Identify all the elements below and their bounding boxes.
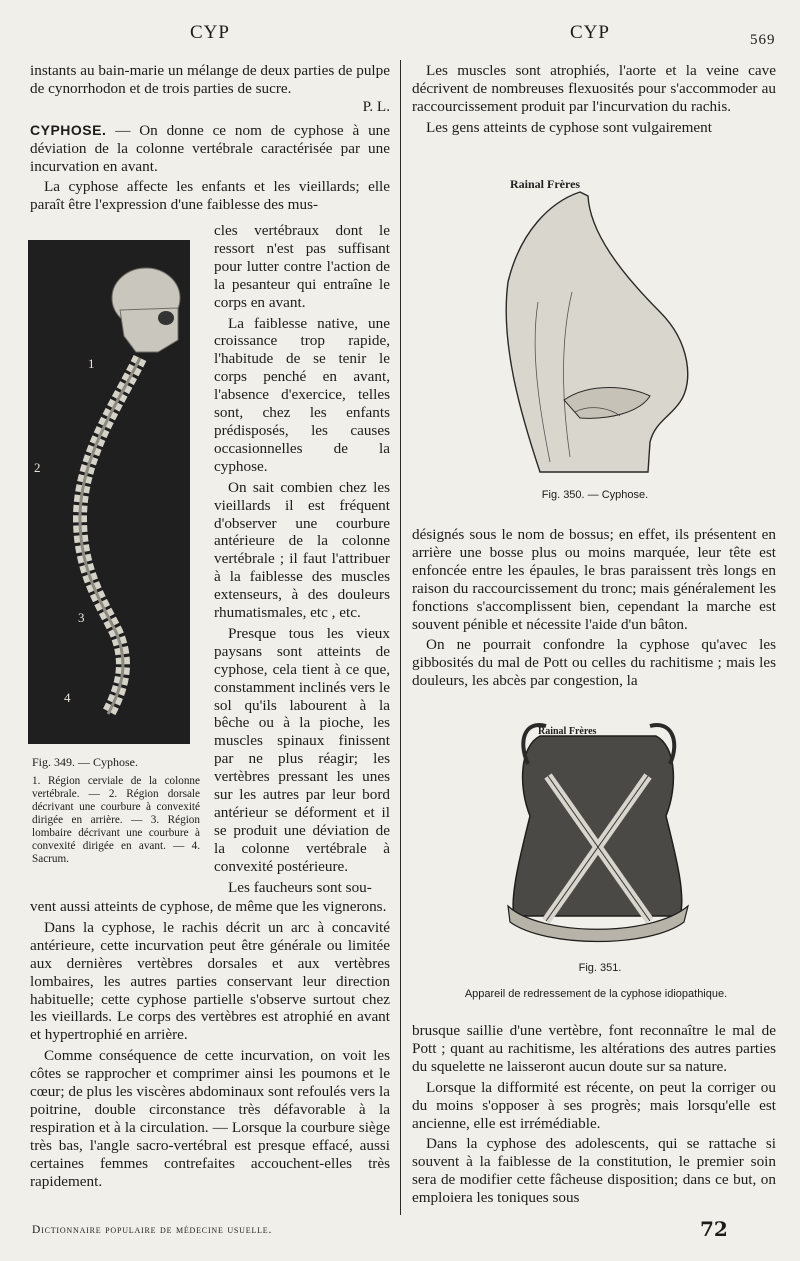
paragraph-narrow-5: Les faucheurs sont sou- [228,878,372,896]
skeleton-illustration [28,240,190,744]
paragraph-bossus: désignés sous le nom de bossus; en effet, ils présentent en arrière une bosse plus ou moins marquée, leur tête est enfoncée entre les épaules, le bras paraissent très longs en raison du raccourcissement du tronc; mais généralement les fonctions s'accomplissent bien, cependant la marche est souvent pénible et nécessite l'aide d'un bâton. [412,526,776,633]
figure-349-image [28,240,190,744]
footer-title: Dictionnaire populaire de médecine usuelle. [32,1224,273,1236]
left-column-narrow [214,222,390,900]
left-column-bottom [30,898,390,1194]
paragraph-narrow-3: On sait combien chez les vieillards il est fréquent d'observer une courbure antérieure de la colonne vertébrale ; il faut l'attribuer à la faiblesse des muscles extenseurs, à des douleurs rhumatismales, etc , etc. [214,478,390,622]
paragraph-narrow-4: Presque tous les vieux paysans sont atteints de cyphose, cela tient à ce que, constamment inclinés vers le sol qu'ils labourent à la bêche ou à la pioche, les muscles spinaux finissent par ne plus réagir; les vertèbres pressant les unes sur les autres par leur bord antérieur se déforment et il se produit une déviation de la colonne vertébrale à convexité postérieure. [214,624,390,875]
paragraph-gens: Les gens atteints de cyphose sont vulgairement [426,118,712,136]
figure-351-engraver: Rainal Frères [538,726,597,737]
figure-350-image [480,172,710,482]
header-left: CYP [190,22,230,43]
paragraph-affecte: La cyphose affecte les enfants et les vieillards; elle paraît être l'expression d'une faiblesse des mus- [30,178,390,214]
paragraph-consequence: Comme conséquence de cette incurvation, on voit les côtes se rapprocher et comprimer ainsi les poumons et le cœur; de plus les viscères abdominaux sont refoulés vers la poitrine, double circonstance très défavorable à la respiration et à la circulation. — Lorsque la courbure siège très bas, l'angle sacro-vertébral est presque effacé, aussi certaines femmes contrefaites accouchent-elles très rapidement. [30,1047,390,1190]
figure-350-caption: Fig. 350. — Cyphose. [541,489,649,501]
brace-apparatus-illustration [500,716,695,956]
paragraph-muscles: Les muscles sont atrophiés, l'aorte et la veine cave décrivent de nombreuses flexuosités pour s'accommoder au raccourcissement produit par l'incurvation du rachis. [412,62,776,115]
left-column-top [30,62,390,217]
paragraph-top: instants au bain-marie un mélange de deux parties de pulpe de cynorrhodon et de trois parties de sucre. P. L. [30,62,390,115]
paragraph-cyphose-def: CYPHOSE. — On donne ce nom de cyphose à une déviation de la colonne vertébrale caractérisée par une incurvation en avant. [30,121,390,175]
author-sign: P. L. [362,97,390,115]
page-number: 569 [750,32,776,48]
figure-label-3: 3 [78,610,85,625]
signature-number: 72 [700,1217,728,1241]
header-right: CYP [570,22,610,43]
right-column-top [412,62,776,140]
paragraph-narrow-2: La faiblesse native, une croissance trop rapide, l'habitude de se tenir le corps penché en avant, l'absence d'exercice, telles sont, chez les enfants prédisposés, les causes occasionnelles de la cyphose. [214,314,390,475]
figure-label-1: 1 [88,356,95,371]
paragraph-adolescents: Dans la cyphose des adolescents, qui se rattache si souvent à la faiblesse de la constitution, le premier soin sera de modifier cette fâcheuse disposition; dans ce but, on emploiera les toniques sous [412,1135,776,1207]
figure-351-caption: Appareil de redressement de la cyphose idiopathique. [464,988,728,1000]
hunched-torso-illustration [480,172,710,482]
right-column-bottom [412,1022,776,1210]
figure-350-engraver: Rainal Frères [510,177,581,191]
paragraph-rachis: Dans la cyphose, le rachis décrit un arc à concavité antérieure, cette incurvation peut être générale ou limitée aux dernières vertèbres dorsales et aux vertèbres lombaires, les autres parties conservant leur direction habituelle; cette cyphose partielle s'observe surtout chez les vieillards. Le corps des vertèbres est atrophié en avant et hypertrophié en arrière. [30,918,390,1044]
figure-349-title: Fig. 349. — Cyphose. [32,755,139,769]
figure-label-4: 4 [64,690,71,705]
paragraph-narrow-1: cles vertébraux dont le ressort n'est pas suffisant pour lutter contre l'action de la pesanteur qui entraîne le corps en avant. [214,222,390,311]
figure-label-2: 2 [34,460,41,475]
figure-349-legend: 1. Région cerviale de la colonne vertébrale. — 2. Région dorsale décrivant une courbure à convexité dirigée en arrière. — 3. Région lombaire décrivant une courbure à convexité dirigée en avant. — 4. Sacrum. [32,775,200,865]
paragraph-confondre: On ne pourrait confondre la cyphose qu'avec les gibbosités du mal de Pott ou celles du rachitisme ; mais les douleurs, les abcès par congestion, la [412,636,776,690]
paragraph-brusque: brusque saillie d'une vertèbre, font reconnaître le mal de Pott ; quant au rachitisme, les altérations des autres parties du squelette ne laisseront aucun doute sur sa nature. [412,1022,776,1075]
figure-351-number: Fig. 351. [578,962,622,974]
figure-349-caption [32,756,200,866]
paragraph-vignerons: vent aussi atteints de cyphose, de même que les vignerons. [30,898,387,915]
entry-heading: CYPHOSE. [30,121,107,138]
paragraph-difformite: Lorsque la difformité est récente, on peut la corriger ou du moins s'opposer à ses progrès; mais lorsqu'elle est ancienne, elle est irrémédiable. [412,1078,776,1132]
right-column-middle [412,526,776,693]
column-divider [400,60,401,1215]
figure-351-image [500,716,695,956]
